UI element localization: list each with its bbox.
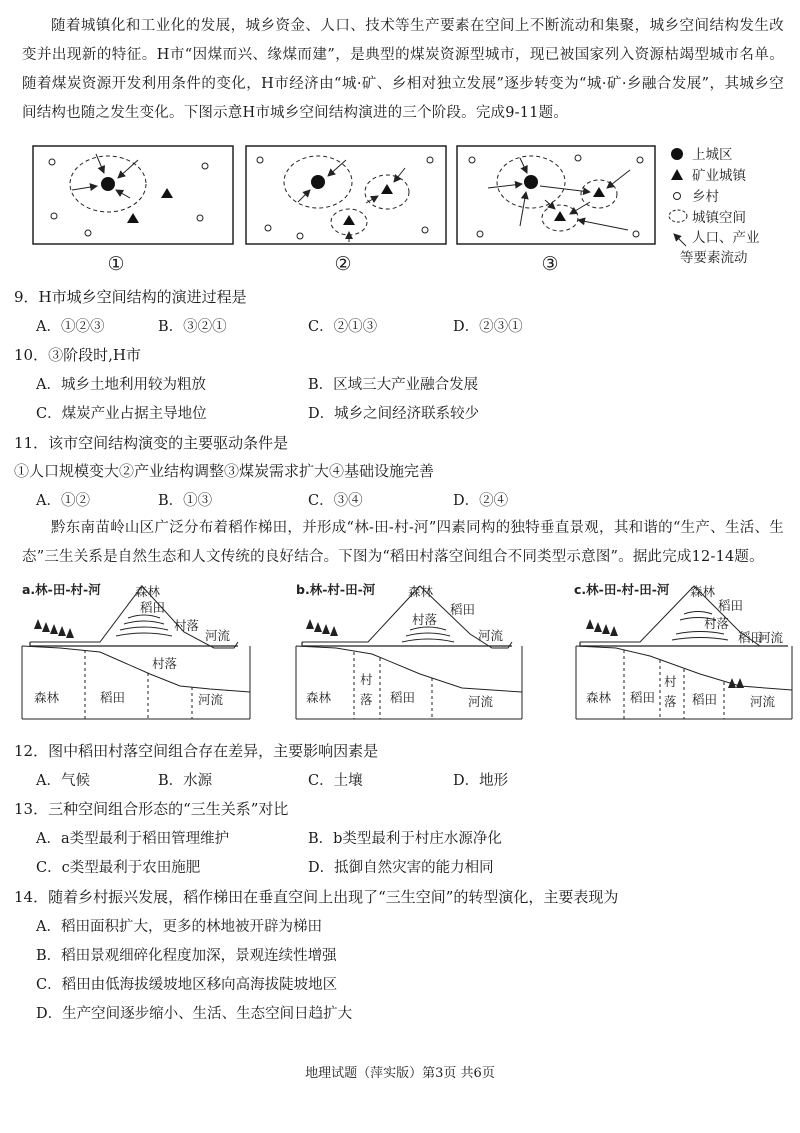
legend-flow-1: 人口、产业: [692, 230, 760, 246]
q11-items: ①人口规模变大②产业结构调整③煤炭需求扩大④基础设施完善: [14, 462, 435, 480]
q9-option-a: A．①②③: [36, 319, 105, 335]
legend-mining-town: 矿业城镇: [692, 168, 746, 184]
mining-town-icon: [671, 169, 683, 180]
c-lower-village-1: 村: [664, 674, 677, 689]
terrace-village-figure: [0, 574, 800, 724]
q12-option-a: A．气候: [36, 773, 90, 789]
q9-option-d: D．②③①: [453, 319, 523, 335]
q13-option-a: A．a类型最利于稻田管理维护: [36, 831, 230, 847]
b-lower-village-1: 村: [360, 672, 373, 687]
page-footer: 地理试题（萍实版）第3页 共6页: [305, 1066, 495, 1081]
question-11: 11．该市空间结构演变的主要驱动条件是: [14, 434, 289, 452]
b-upper-village: 村落: [412, 612, 438, 627]
c-upper-paddy-1: 稻田: [718, 598, 744, 613]
a-lower-paddy: 稻田: [100, 690, 126, 705]
c-lower-river: 河流: [750, 694, 776, 709]
panel-stage-1: [33, 146, 233, 275]
q12-option-d: D．地形: [453, 773, 509, 789]
a-lower-forest: 森林: [34, 690, 60, 705]
q12-option-c: C．土壤: [308, 773, 363, 789]
panel-label-1: ①: [107, 253, 125, 275]
q11-option-c: C．③④: [308, 493, 363, 509]
panel-a: [22, 582, 250, 719]
a-lower-river: 河流: [198, 692, 224, 707]
town-space-icon: [669, 210, 687, 222]
intro-paragraph-1: 随着城镇化和工业化的发展，城乡资金、人口、技术等生产要素在空间上不断流动和集聚，城乡空间结构发生改变并出现新的特征。H市“因煤而兴、缘煤而建”，是典型的煤炭资源型城市，现已被国家列入资源枯竭型城市名单。随着煤炭资源开发利用条件的变化，H市经济由“城·矿、乡相对独立发展”逐步转变为“城·矿·乡融合发展”，其城乡空间结构也随之发生变化。下图示意H市城乡空间结构演进的三个阶段。完成9-11题。: [22, 18, 784, 121]
c-lower-forest: 森林: [586, 690, 612, 705]
b-lower-river: 河流: [468, 694, 494, 709]
b-upper-forest: 森林: [408, 584, 434, 599]
panel-label-2: ②: [334, 253, 352, 275]
question-10: 10．③阶段时,H市: [14, 346, 141, 364]
intro-paragraph-2: 黔东南苗岭山区广泛分布着稻作梯田，并形成“林-田-村-河”四素同构的独特垂直景观，其和谐的“生产、生活、生态”三生关系是自然生态和人文传统的良好结合。下图为“稻田村落空间组合不同类型示意图”。据此完成12-14题。: [22, 520, 784, 565]
legend-town-space: 城镇空间: [692, 210, 746, 226]
village-icon: [674, 193, 681, 200]
spatial-structure-figure: [0, 138, 800, 278]
panel-label-3: ③: [541, 253, 559, 275]
q14-option-d: D．生产空间逐步缩小、生活、生态空间日趋扩大: [36, 1006, 353, 1022]
panel-stage-3: [457, 146, 655, 275]
q13-option-d: D．抵御自然灾害的能力相同: [308, 860, 494, 876]
q11-option-d: D．②④: [453, 493, 509, 509]
legend: [669, 147, 760, 266]
q13-option-c: C．c类型最利于农田施肥: [36, 860, 201, 876]
a-upper-village: 村落: [174, 618, 200, 633]
q11-option-a: A．①②: [36, 493, 90, 509]
c-upper-paddy-2: 稻田: [738, 630, 764, 645]
q13-option-b: B．b类型最利于村庄水源净化: [308, 831, 502, 847]
legend-upper-city: 上城区: [692, 147, 733, 163]
q10-option-a: A．城乡土地利用较为粗放: [36, 377, 206, 393]
legend-flow-2: 等要素流动: [680, 250, 748, 266]
question-9: 9．H市城乡空间结构的演进过程是: [14, 288, 247, 306]
panel-b: [296, 582, 522, 719]
upper-city-icon: [671, 148, 683, 160]
c-upper-forest: 森林: [690, 584, 716, 599]
b-lower-village-2: 落: [360, 692, 373, 707]
c-lower-paddy-2: 稻田: [692, 692, 718, 707]
q11-option-b: B．①③: [158, 493, 213, 509]
c-upper-village: 村落: [704, 616, 730, 631]
a-lower-village: 村落: [152, 656, 178, 671]
a-upper-paddy: 稻田: [140, 600, 166, 615]
panel-c-title: c.林-田-村-田-河: [574, 582, 670, 597]
q10-option-d: D．城乡之间经济联系较少: [308, 406, 480, 422]
q14-option-a: A．稻田面积扩大，更多的林地被开辟为梯田: [36, 919, 322, 935]
c-upper-river: 河流: [758, 630, 784, 645]
c-lower-paddy-1: 稻田: [630, 690, 656, 705]
question-12: 12．图中稻田村落空间组合存在差异，主要影响因素是: [14, 742, 379, 760]
question-13: 13．三种空间组合形态的“三生关系”对比: [14, 800, 289, 818]
q14-option-c: C．稻田由低海拔缓坡地区移向高海拔陡坡地区: [36, 977, 338, 993]
question-14: 14．随着乡村振兴发展，稻作梯田在垂直空间上出现了“三生空间”的转型演化，主要表现为: [14, 888, 619, 906]
panel-b-title: b.林-村-田-河: [296, 582, 376, 597]
b-lower-paddy: 稻田: [390, 690, 416, 705]
q9-option-c: C．②①③: [308, 319, 378, 335]
q9-option-b: B．③②①: [158, 319, 227, 335]
b-upper-river: 河流: [478, 628, 504, 643]
panel-c: [574, 582, 792, 719]
flow-arrow-icon: [674, 234, 686, 246]
a-upper-river: 河流: [205, 628, 231, 643]
q14-option-b: B．稻田景观细碎化程度加深，景观连续性增强: [36, 948, 337, 964]
b-lower-forest: 森林: [306, 690, 332, 705]
legend-village: 乡村: [692, 189, 719, 205]
q12-option-b: B．水源: [158, 773, 213, 789]
panel-a-title: a.林-田-村-河: [22, 582, 101, 597]
b-upper-paddy: 稻田: [450, 602, 476, 617]
c-lower-village-2: 落: [664, 694, 677, 709]
q10-option-b: B．区域三大产业融合发展: [308, 377, 479, 393]
a-upper-forest: 森林: [135, 584, 161, 599]
q10-option-c: C．煤炭产业占据主导地位: [36, 406, 207, 422]
panel-stage-2: [246, 146, 446, 275]
